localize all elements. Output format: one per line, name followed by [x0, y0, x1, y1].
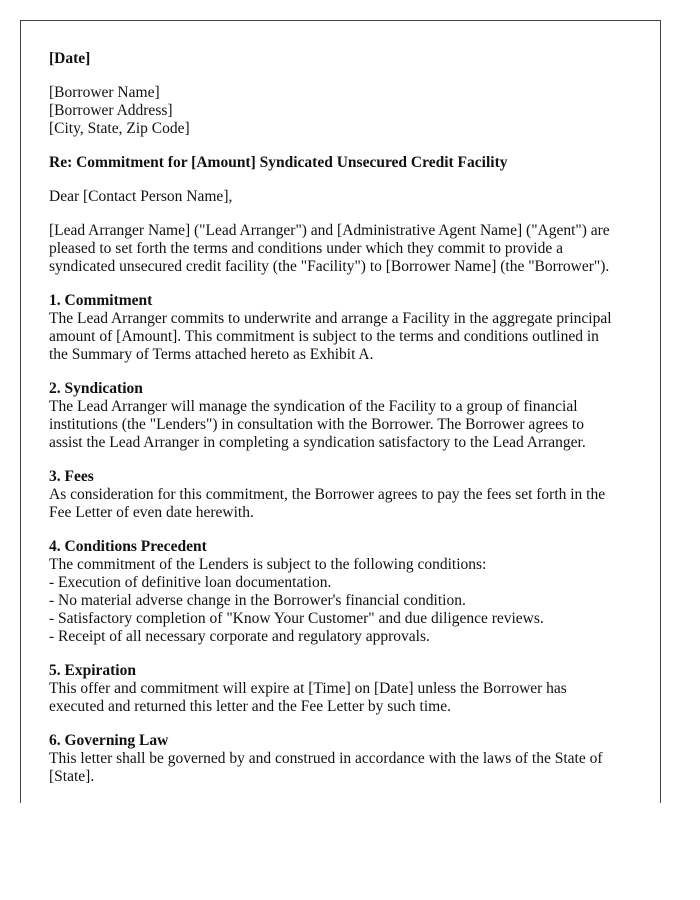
text-line: - Satisfactory completion of "Know Your Customer" and due diligence reviews.	[49, 610, 544, 627]
letter-page	[20, 20, 661, 803]
text-line: syndicated unsecured credit facility (the "Facility") to [Borrower Name] (the "Borrower").	[49, 258, 610, 275]
section-heading: 4. Conditions Precedent	[49, 538, 207, 555]
text-line: The Lead Arranger commits to underwrite and arrange a Facility in the aggregate principal	[49, 310, 612, 327]
text-line: Fee Letter of even date herewith.	[49, 504, 254, 521]
section-heading: 6. Governing Law	[49, 732, 169, 749]
text-line: This offer and commitment will expire at [Time] on [Date] unless the Borrower has	[49, 680, 567, 697]
section-heading: 3. Fees	[49, 468, 94, 485]
section-4	[49, 538, 659, 646]
text-line: the Summary of Terms attached hereto as Exhibit A.	[49, 346, 374, 363]
text-line: As consideration for this commitment, the Borrower agrees to pay the fees set forth in the	[49, 486, 606, 503]
text-line: This letter shall be governed by and construed in accordance with the laws of the State of	[49, 750, 603, 767]
intro-paragraph	[49, 222, 659, 276]
text-line: pleased to set forth the terms and conditions under which they commit to provide a	[49, 240, 563, 257]
text-line: [Lead Arranger Name] ("Lead Arranger") and [Administrative Agent Name] ("Agent") are	[49, 222, 610, 239]
address-line: [Borrower Address]	[49, 102, 173, 119]
text-line: amount of [Amount]. This commitment is subject to the terms and conditions outlined in	[49, 328, 599, 345]
address-line: [Borrower Name]	[49, 84, 160, 101]
section-2	[49, 380, 659, 452]
text-line: institutions (the "Lenders") in consultation with the Borrower. The Borrower agrees to	[49, 416, 584, 433]
text-line: - No material adverse change in the Borrower's financial condition.	[49, 592, 466, 609]
recipient-address	[49, 84, 659, 138]
text-line: assist the Lead Arranger in completing a syndication satisfactory to the Lead Arranger.	[49, 434, 586, 451]
section-heading: 2. Syndication	[49, 380, 143, 397]
letter-content	[49, 50, 659, 802]
text-line: [State].	[49, 768, 95, 785]
salutation: Dear [Contact Person Name],	[49, 188, 233, 205]
section-5	[49, 662, 659, 716]
section-heading: 5. Expiration	[49, 662, 136, 679]
section-3	[49, 468, 659, 522]
text-line: The Lead Arranger will manage the syndication of the Facility to a group of financial	[49, 398, 578, 415]
section-6	[49, 732, 659, 786]
text-line: executed and returned this letter and the Fee Letter by such time.	[49, 698, 451, 715]
subject-line: Re: Commitment for [Amount] Syndicated Unsecured Credit Facility	[49, 154, 508, 171]
section-1	[49, 292, 659, 364]
section-heading: 1. Commitment	[49, 292, 153, 309]
address-line: [City, State, Zip Code]	[49, 120, 190, 137]
letter-date: [Date]	[49, 50, 91, 67]
text-line: The commitment of the Lenders is subject to the following conditions:	[49, 556, 487, 573]
text-line: - Receipt of all necessary corporate and regulatory approvals.	[49, 628, 430, 645]
text-line: - Execution of definitive loan documentation.	[49, 574, 332, 591]
